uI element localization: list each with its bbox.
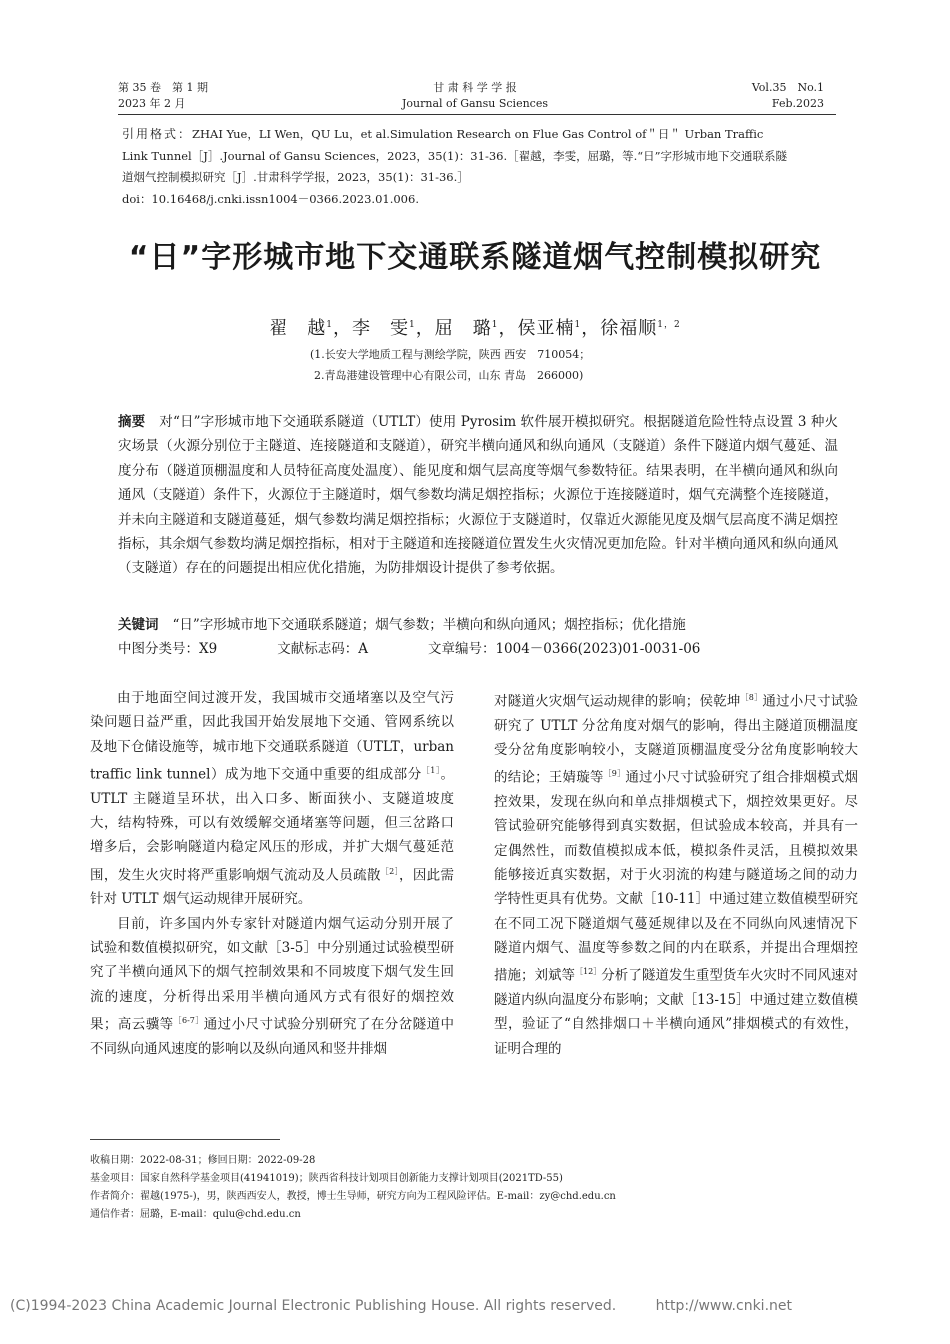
abstract	[118, 410, 838, 581]
classification-line	[118, 637, 760, 661]
keywords	[118, 613, 838, 637]
author-affil-mark: 1	[409, 320, 416, 330]
journal-name-en: Journal of Gansu Sciences	[401, 97, 548, 110]
reference-marker: ［2］	[380, 866, 399, 876]
author-list	[0, 312, 950, 342]
footnote-corresponding: 通信作者：屈璐，E-mail：qulu@chd.edu.cn	[90, 1209, 301, 1220]
author-affil-mark: 1，2	[657, 320, 681, 330]
reference-marker: ［1］	[421, 765, 441, 775]
doi: doi：10.16468/j.cnki.issn1004－0366.2023.01.006.	[122, 191, 419, 206]
body-paragraph: 由于地面空间过渡开发，我国城市交通堵塞以及空气污染问题日益严重，因此我国开始发展地下交通、管网系统以及地下仓储设施等，城市地下交通联系隧道（UTLT，urban traffic link tunnel）成为地下交通中重要的组成部分$^{[1]}$。UTLT 主隧道呈环状，出入口多、断面狭小、支隧道坡度大，结构特殊，可以有效缓解交通堵塞等问题，但三岔路口增多后，会影响隧道内稳定风压的形成，并扩大烟气蔓延范围，发生火灾时将严重影响烟气流动及人员疏散$^{[2]}$，因此需针对 UTLT 烟气运动规律开展研究。	[90, 690, 455, 908]
publication-date-en: Feb.2023	[771, 97, 824, 110]
volume-issue-en: Vol.35 No.1	[751, 81, 824, 94]
body-paragraph: 目前，许多国内外专家针对隧道内烟气运动分别开展了试验和数值模拟研究，如文献［3-5］中分别通过试验模型研究了半横向通风下的烟气控制效果和不同坡度下烟气发生回流的速度，分析得出采用半横向通风方式有很好的烟控效果；高云骥等$^{[6-7]}$通过小尺寸试验分别研究了在分岔隧道中不同纵向通风速度的影响以及纵向通风和竖井排烟	[90, 915, 455, 1057]
reference-marker: ［6-7］	[173, 1015, 204, 1025]
citation-block	[122, 124, 834, 210]
affiliation-1: (1.长安大学地质工程与测绘学院，陕西 西安 710054；	[310, 348, 591, 361]
affiliations	[310, 344, 590, 386]
body-column-right	[494, 686, 858, 1061]
keywords-text: “日”字形城市地下交通联系隧道；烟气参数；半横向和纵向通风；烟控指标；优化措施	[172, 617, 686, 633]
body-column-left	[90, 686, 454, 1061]
author-affil-mark: 1	[326, 320, 334, 330]
document-code: 文献标志码：A	[277, 641, 368, 657]
article-number: 文章编号：1004－0366(2023)01-0031-06	[427, 641, 701, 657]
journal-name-cn: 甘 肃 科 学 学 报	[433, 81, 517, 94]
keywords-label: 关键词	[118, 617, 159, 633]
footnotes	[90, 1152, 860, 1224]
citation-label: 引用格式：	[122, 127, 193, 141]
footnote-rule	[90, 1139, 280, 1140]
reference-marker: ［12］	[575, 967, 602, 977]
abstract-label: 摘要	[118, 414, 146, 430]
cnki-link[interactable]: http://www.cnki.net	[655, 1298, 792, 1314]
citation-line-2: Link Tunnel［J］.Journal of Gansu Sciences，2023，35(1)：31-36.［翟越，李雯，屈璐，等.“日”字形城市地下交通联系隧	[122, 148, 788, 163]
author-name: 翟 越	[269, 318, 327, 339]
footnote-received: 收稿日期：2022-08-31；修回日期：2022-09-28	[90, 1155, 316, 1166]
copyright-notice: (C)1994-2023 China Academic Journal Electronic Publishing House. All rights reserved.	[10, 1298, 617, 1314]
body-paragraph: 对隧道火灾烟气运动规律的影响；侯乾坤$^{[8]}$通过小尺寸试验研究了 UTLT 分岔角度对烟气的影响，得出主隧道顶棚温度受分岔角度影响较小，支隧道顶棚温度受分岔角度影响较大的结论；王婧璇等$^{[9]}$通过小尺寸试验研究了组合排烟模式烟控效果，发现在纵向和单点排烟模式下，烟控效果更好。尽管试验研究能够得到真实数据，但试验成本较高，并具有一定偶然性，而数值模拟成本低，模拟条件灵活，且模拟效果能够接近真实数据，对于火羽流的构建与隧道场之间的动力学特性更具有优势。文献［10-11］中通过建立数值模型研究在不同工况下隧道烟气蔓延规律以及在不同纵向风速情况下隧道内烟气、温度等参数之间的内在联系，并提出合理烟控措施；刘斌等$^{[12]}$分析了隧道发生重型货车火灾时不同风速对隧道内纵向温度分布影响；文献［13-15］中通过建立数值模型，验证了“自然排烟口＋半横向通风”排烟模式的有效性，证明合理的	[494, 693, 859, 1057]
publication-date: 2023 年 2 月	[118, 97, 186, 110]
author-name: ，李 雯	[333, 318, 410, 339]
abstract-text: 对“日”字形城市地下交通联系隧道（UTLT）使用 Pyrosim 软件展开模拟研究。根据隧道危险性特点设置 3 种火灾场景（火源分别位于主隧道、连接隧道和支隧道），研究半横向通风和纵向通风（支隧道）条件下隧道内烟气蔓延、温度分布（隧道顶棚温度和人员特征高度处温度）、能见度和烟气层高度等烟气参数特征。结果表明，在半横向通风和纵向通风（支隧道）条件下，火源位于主隧道时，烟气参数均满足烟控指标；火源位于连接隧道时，烟气充满整个连接隧道，并未向主隧道和支隧道蔓延，烟气参数均满足烟控指标；火源位于支隧道时，仅靠近火源能见度及烟气层高度不满足烟控指标，其余烟气参数均满足烟控指标，相对于主隧道和连接隧道位置发生火灾情况更加危险。针对半横向通风和纵向通风（支隧道）存在的问题提出相应优化措施，为防排烟设计提供了参考依据。	[118, 414, 838, 577]
reference-marker: ［9］	[603, 769, 626, 779]
volume-issue: 第 35 卷 第 1 期	[118, 81, 208, 94]
citation-line-1: ZHAI Yue，LI Wen，QU Lu，et al.Simulation Research on Flue Gas Control of＂日＂ Urban Traffic	[192, 127, 764, 141]
running-header-right	[752, 80, 824, 112]
citation-line-3: 道烟气控制模拟研究［J］.甘肃科学学报，2023，35(1)：31-36.］	[122, 170, 469, 184]
paper-title: “日”字形城市地下交通联系隧道烟气控制模拟研究	[128, 240, 822, 275]
author-name: ，徐福顺	[581, 318, 658, 339]
footnote-funding: 基金项目：国家自然科学基金项目(41941019)；陕西省科技计划项目创新能力支撑计划项目(2021TD-55)	[90, 1173, 563, 1184]
author-affil-mark: 1	[574, 320, 582, 330]
clc-number: 中图分类号：X9	[118, 641, 218, 657]
author-name: ，屈 璐	[415, 318, 492, 339]
reference-marker: ［8］	[740, 693, 763, 702]
footnote-author-bio: 作者简介：翟越(1975-)，男，陕西西安人，教授，博士生导师，研究方向为工程风险评估。E-mail：zy@chd.edu.cn	[90, 1191, 616, 1202]
header-rule	[118, 114, 836, 115]
affiliation-2: 2.青岛港建设管理中心有限公司，山东 青岛 266000)	[314, 369, 584, 382]
author-name: ，侯亚楠	[498, 318, 575, 339]
author-affil-mark: 1	[491, 320, 499, 330]
